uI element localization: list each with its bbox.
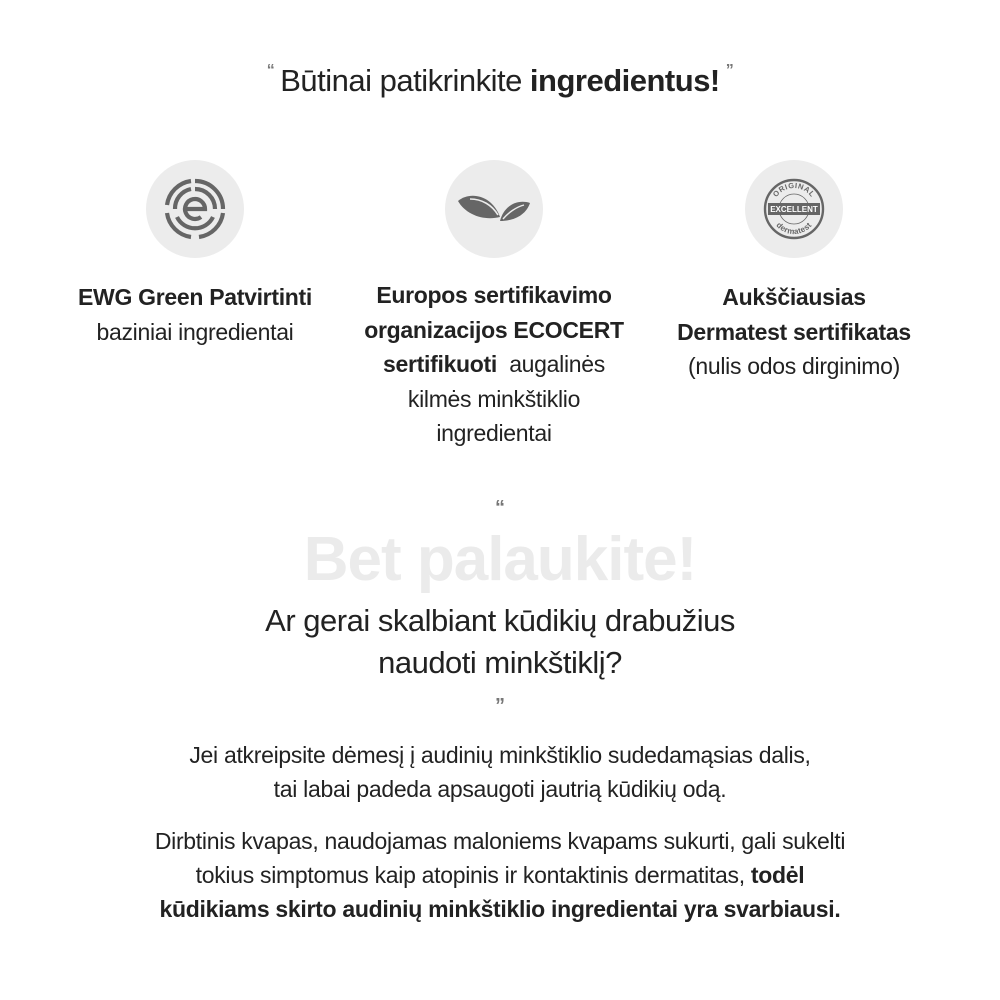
open-quote-icon: “ — [495, 497, 505, 519]
svg-text:EXCELLENT: EXCELLENT — [770, 205, 818, 214]
feature-title: EWG Green Patvirtinti — [78, 284, 312, 310]
paragraph-intro — [0, 738, 1000, 806]
close-quote-icon: ” — [725, 62, 734, 79]
feature-title-line: organizacijos ECOCERT — [364, 316, 624, 343]
feature-text — [45, 280, 345, 349]
svg-text:ORIGINAL: ORIGINAL — [770, 180, 818, 199]
feature-text — [644, 280, 944, 384]
feature-description-line: ingredientai — [436, 420, 552, 446]
ewg-e-icon — [164, 178, 226, 240]
dermatest-icon-badge — [745, 160, 843, 258]
paragraph-emphasis: todėl — [750, 862, 805, 888]
question-heading — [0, 600, 1000, 684]
feature-description-start: augalinės — [497, 351, 605, 377]
paragraph-line: tai labai padeda apsaugoti jautrią kūdikių odą. — [273, 776, 727, 802]
svg-text:dermatest: dermatest — [774, 220, 814, 237]
open-quote-icon: “ — [266, 62, 275, 79]
headline — [0, 62, 1000, 99]
leaves-icon — [456, 191, 532, 227]
paragraph-line — [0, 858, 1000, 892]
question-line: Ar gerai skalbiant kūdikių drabužius — [265, 603, 735, 638]
ecocert-icon-badge — [445, 160, 543, 258]
headline-bold: ingredientus! — [529, 63, 720, 98]
feature-list — [0, 160, 1000, 460]
dermatest-seal-icon — [762, 177, 826, 241]
question-line: naudoti minkštiklį? — [378, 645, 622, 680]
feature-ewg — [45, 160, 345, 349]
paragraph-text: tokius simptomus kaip atopinis ir kontaktinis dermatitas, — [195, 862, 751, 888]
watermark-heading: Bet palaukite! — [303, 525, 697, 594]
feature-title-end: sertifikuoti — [383, 351, 498, 377]
paragraph-emphasis: kūdikiams skirto audinių minkštiklio ingredientai yra svarbiausi. — [159, 896, 841, 922]
feature-title-line: Aukščiausias — [722, 284, 866, 310]
paragraph-line: Dirbtinis kvapas, naudojamas maloniems kvapams sukurti, gali sukelti — [154, 828, 846, 854]
feature-description: baziniai ingredientai — [96, 318, 294, 345]
feature-mixed-line — [344, 347, 644, 382]
paragraph-line — [0, 892, 1000, 926]
feature-title-line: Europos sertifikavimo — [376, 282, 612, 308]
ewg-icon-badge — [146, 160, 244, 258]
feature-text — [344, 278, 644, 451]
close-quote-icon: ” — [495, 695, 505, 717]
paragraph-line: Jei atkreipsite dėmesį į audinių minkštiklio sudedamąsias dalis, — [189, 742, 811, 768]
paragraph-warning — [0, 824, 1000, 926]
feature-ecocert — [344, 160, 644, 451]
feature-dermatest — [644, 160, 944, 384]
headline-regular: Būtinai patikrinkite — [280, 63, 530, 98]
feature-description: (nulis odos dirginimo) — [688, 353, 900, 379]
feature-description-line: kilmės minkštiklio — [407, 385, 581, 412]
feature-title-line: Dermatest sertifikatas — [677, 318, 911, 345]
